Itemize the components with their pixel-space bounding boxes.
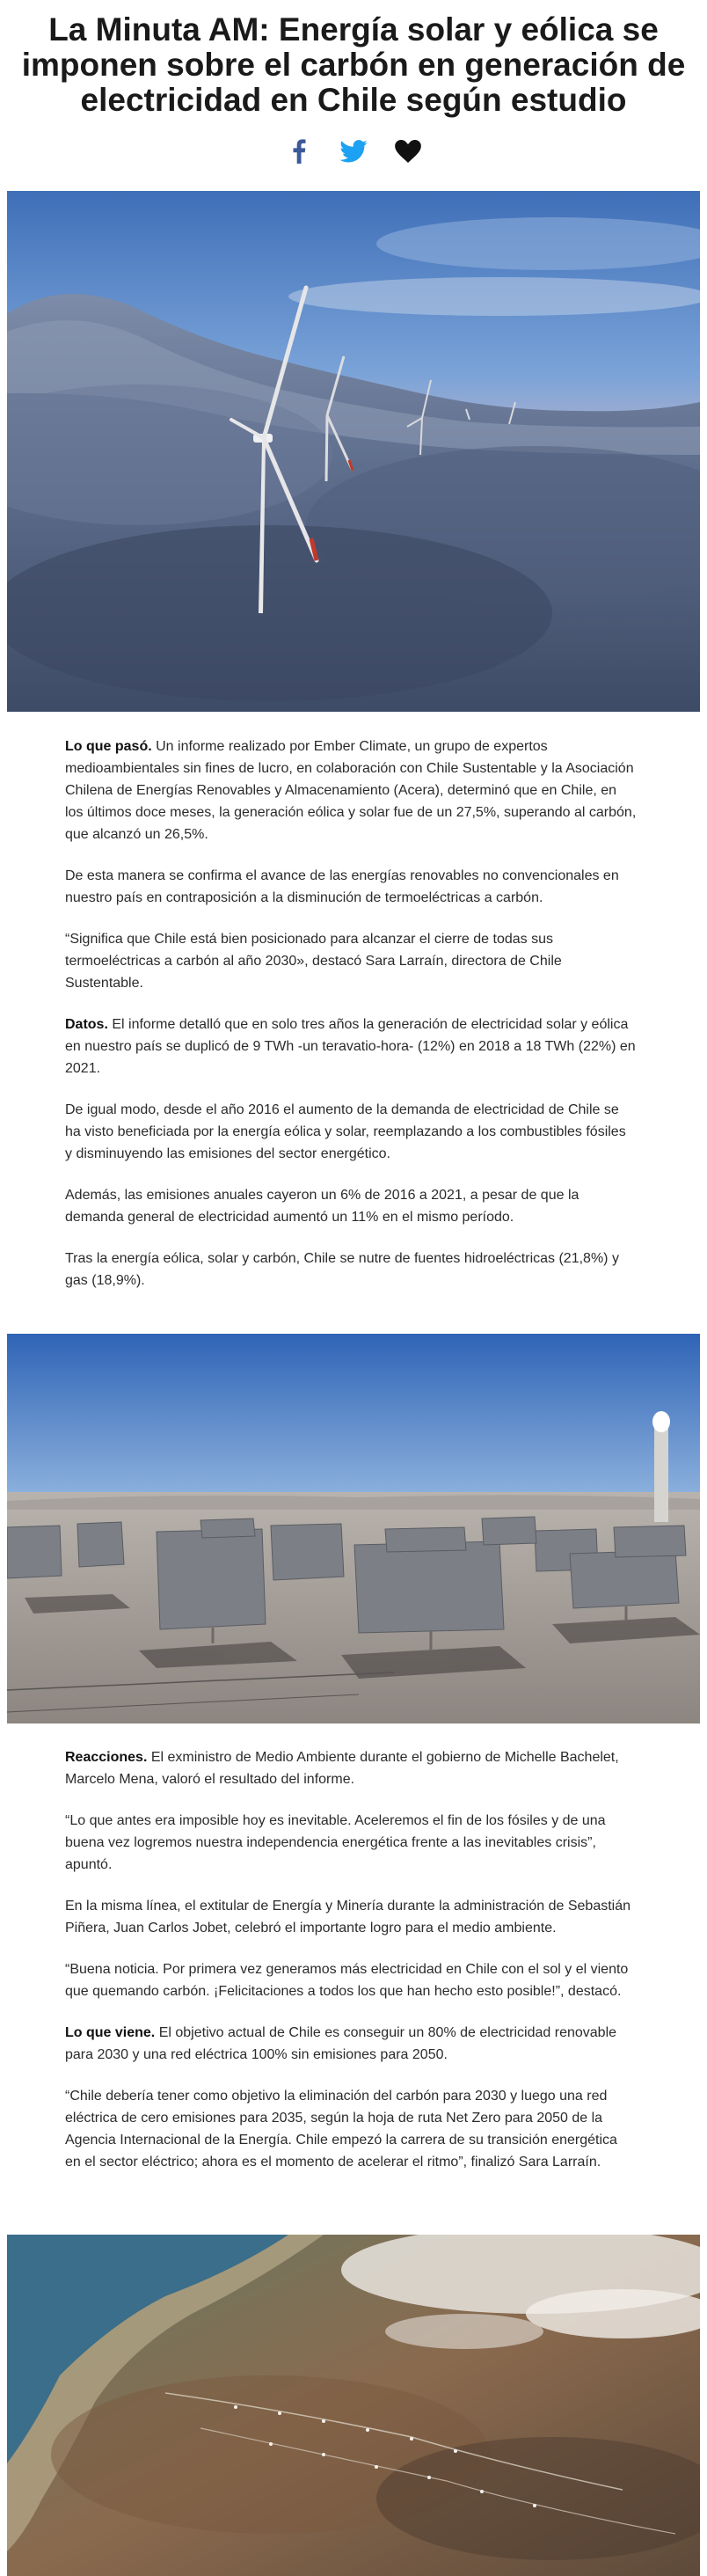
facebook-icon[interactable]: [284, 136, 314, 166]
paragraph-reacciones: [65, 1746, 637, 1790]
article-title: La Minuta AM: Energía solar y eólica se imponen sobre el carbón en generación de electricidad en Chile según estudio: [21, 11, 686, 118]
paragraph: De igual modo, desde el año 2016 el aumento de la demanda de electricidad de Chile se ha visto beneficiada por la energía eólica y solar, reemplazando a los combustibles fósiles y disminuyendo las emisiones del sector energético.: [65, 1102, 626, 1161]
quote-paragraph: “Significa que Chile está bien posicionado para alcanzar el cierre de todas sus termoeléctricas a carbón al año 2030», destacó Sara Larraín, directora de Chile Sustentable.: [65, 932, 562, 991]
quote-paragraph: “Lo que antes era imposible hoy es inevitable. Aceleremos el fin de los fósiles y de una buena vez logremos nuestra independencia energética frente a las inevitables crisis”, apuntó.: [65, 1813, 606, 1872]
aerial-wind-farm-photo: [7, 2235, 700, 2576]
paragraph-text: El objetivo actual de Chile es conseguir un 80% de electricidad renovable para 2030 y una red eléctrica 100% sin emisiones para 2050.: [65, 2025, 617, 2062]
paragraph-text: Un informe realizado por Ember Climate, un grupo de expertos medioambientales sin fines de lucro, en colaboración con Chile Sustentable y la Asociación Chilena de Energías Renovables y Almacenamiento (Acera), determinó que en Chile, en los últimos doce meses, la generación eólica y solar fue de un 27,5%, superando al carbón, que alcanzó un 26,5%.: [65, 739, 637, 842]
solar-plant-photo: [7, 1334, 700, 1723]
paragraph: Tras la energía eólica, solar y carbón, Chile se nutre de fuentes hidroeléctricas (21,8%) y gas (18,9%).: [65, 1251, 619, 1288]
share-bar: [0, 135, 707, 167]
paragraph-lo-que-paso: [65, 735, 637, 845]
paragraph: Además, las emisiones anuales cayeron un 6% de 2016 a 2021, a pesar de que la demanda general de electricidad aumentó un 11% en el mismo período.: [65, 1188, 579, 1225]
lead-lo-que-paso: Lo que pasó.: [65, 739, 152, 754]
paragraph-text: El exministro de Medio Ambiente durante el gobierno de Michelle Bachelet, Marcelo Mena, valoró el resultado del informe.: [65, 1750, 619, 1787]
twitter-icon[interactable]: [339, 136, 368, 166]
paragraph-datos: [65, 1014, 637, 1079]
article-body-section-2: [65, 1746, 637, 2192]
paragraph: De esta manera se confirma el avance de las energías renovables no convencionales en nuestro país en contraposición a la disminución de termoeléctricas a carbón.: [65, 868, 619, 905]
paragraph-text: El informe detalló que en solo tres años la generación de electricidad solar y eólica en nuestro país se duplicó de 9 TWh -un teravatio-hora- (12%) en 2018 a 18 TWh (22%) en 2021.: [65, 1017, 636, 1076]
quote-paragraph: “Chile debería tener como objetivo la eliminación del carbón para 2030 y luego una red eléctrica de cero emisiones para 2035, según la hoja de ruta Net Zero para 2050 de la Agencia Internacional de la Energía. Chile empezó la carrera de su transición energética en el sector eléctrico; ahora es el momento de acelerar el ritmo”, finalizó Sara Larraín.: [65, 2089, 617, 2170]
paragraph-lo-que-viene: [65, 2022, 637, 2066]
heart-icon[interactable]: [393, 136, 423, 166]
wind-turbines-photo: [7, 191, 700, 712]
article-body-section-1: [65, 735, 637, 1311]
quote-paragraph: “Buena noticia. Por primera vez generamos más electricidad en Chile con el sol y el viento que quemando carbón. ¡Felicitaciones a todos los que han hecho esto posible!”, destacó.: [65, 1962, 629, 1999]
lead-datos: Datos.: [65, 1017, 108, 1032]
paragraph: En la misma línea, el extitular de Energía y Minería durante la administración de Sebastián Piñera, Juan Carlos Jobet, celebró el importante logro para el medio ambiente.: [65, 1899, 631, 1936]
lead-reacciones: Reacciones.: [65, 1750, 148, 1765]
lead-lo-que-viene: Lo que viene.: [65, 2025, 156, 2040]
